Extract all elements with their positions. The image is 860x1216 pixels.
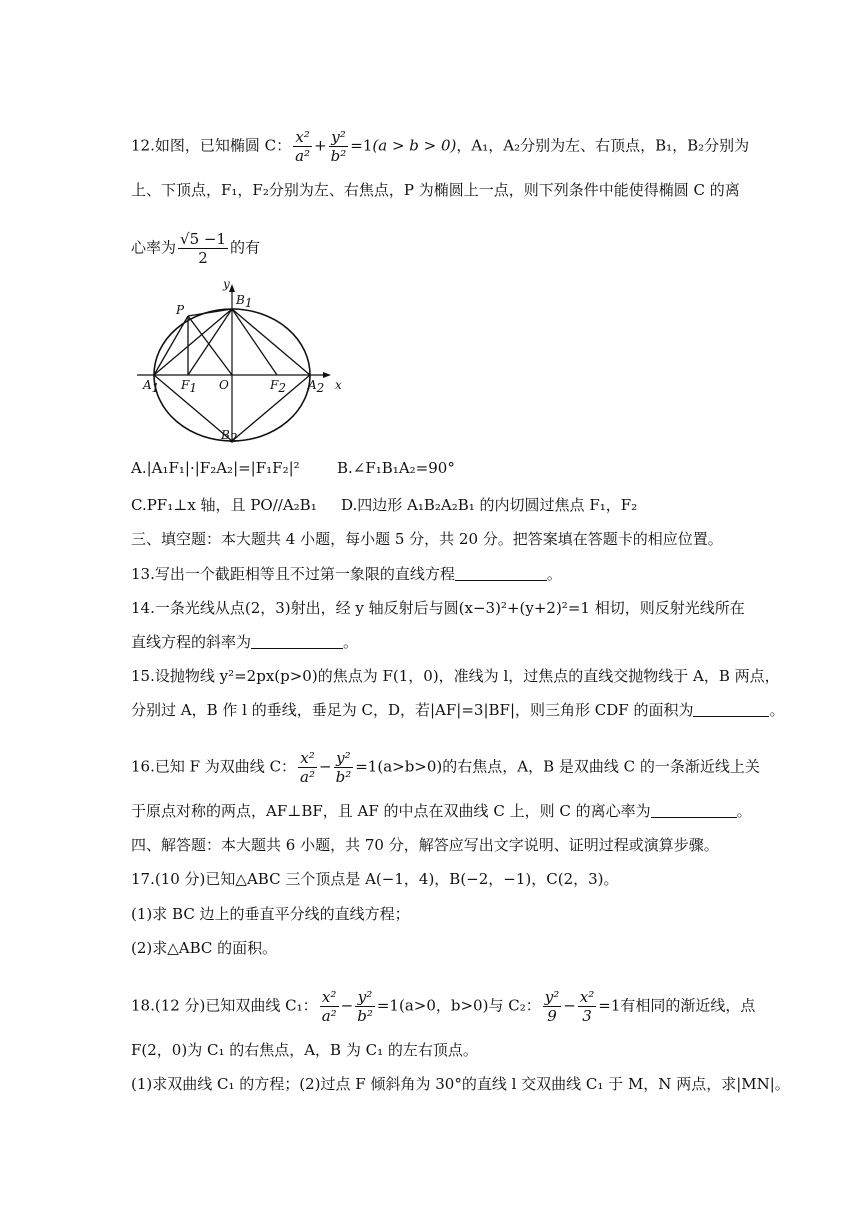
q13-answer-blank[interactable] bbox=[455, 566, 547, 581]
q16-line2-text: 于原点对称的两点，AF⊥BF，且 AF 的中点在双曲线 C 上，则 C 的离心率为 bbox=[131, 802, 651, 820]
hyperbola-x-term: $\frac{\text{x²}}{\text{a²}}$ bbox=[300, 749, 316, 786]
label-y: y bbox=[223, 277, 230, 291]
q12-line3-pre: 心率为 bbox=[131, 238, 177, 257]
q12-intro: 12.如图，已知椭圆 C： bbox=[131, 136, 292, 155]
q12-line3-post: 的有 bbox=[230, 238, 261, 257]
q15-line2-text: 分别过 A，B 作 l 的垂线，垂足为 C，D，若|AF|=3|BF|，则三角形 CDF 的面积为 bbox=[131, 701, 694, 719]
y-axis-arrow bbox=[229, 284, 235, 292]
label-a2: A2 bbox=[308, 378, 325, 395]
q12-after-eq: ，A₁，A₂分别为左、右顶点，B₁，B₂分别为 bbox=[456, 136, 750, 155]
q16-line-1 bbox=[131, 749, 760, 786]
q13-text: 13.写出一个截距相等且不过第一象限的直线方程 bbox=[131, 565, 455, 583]
minus-sign: − bbox=[340, 996, 354, 1015]
label-b2: B2 bbox=[221, 428, 238, 445]
equals-one: =1 bbox=[376, 996, 399, 1015]
q18-intro: 18.(12 分)已知双曲线 C₁： bbox=[131, 996, 318, 1015]
ellipse-condition: (a > b > 0) bbox=[372, 136, 457, 155]
option-d: D.四边形 A₁B₂A₂B₁ 的内切圆过焦点 F₁，F₂ bbox=[341, 496, 638, 514]
label-f2: F2 bbox=[270, 378, 286, 395]
label-o: O bbox=[219, 378, 229, 392]
q14-line2-text: 直线方程的斜率为 bbox=[131, 633, 252, 651]
q18-mid: (a>0，b>0)与 C₂： bbox=[398, 996, 541, 1015]
c2-x-term: $\frac{\text{x²}}{3}$ bbox=[579, 988, 595, 1025]
segment-pa1 bbox=[154, 316, 188, 375]
section-3-heading: 三、填空题：本大题共 4 小题，每小题 5 分，共 20 分。把答案填在答题卡的相应位置。 bbox=[131, 530, 723, 548]
q14-line-1: 14.一条光线从点(2，3)射出，经 y 轴反射后与圆(x−3)²+(y+2)²=1 相切，则反射光线所在 bbox=[131, 599, 745, 617]
q18-line-1 bbox=[131, 988, 755, 1025]
q14-line-2 bbox=[131, 632, 358, 652]
q15-answer-blank[interactable] bbox=[693, 702, 769, 717]
q17-part-2: (2)求△ABC 的面积。 bbox=[131, 939, 278, 957]
c2-y-term: $\frac{\text{y²}}{9}$ bbox=[544, 988, 560, 1025]
q17-part-1: (1)求 BC 边上的垂直平分线的直线方程； bbox=[131, 905, 410, 923]
q18-after-eq: 有相同的渐近线，点 bbox=[620, 996, 756, 1015]
x-axis-arrow bbox=[323, 372, 331, 378]
q16-line-2 bbox=[131, 801, 752, 821]
section-4-heading: 四、解答题：本大题共 6 小题，共 70 分，解答应写出文字说明、证明过程或演算步骤。 bbox=[131, 836, 719, 854]
q12-line-3 bbox=[131, 230, 260, 267]
q16-after-eq: (a>b>0)的右焦点，A，B 是双曲线 C 的一条渐近线上关 bbox=[377, 757, 760, 776]
label-b1: B1 bbox=[236, 293, 253, 310]
option-a: A.|A₁F₁|·|F₂A₂|=|F₁F₂|² bbox=[131, 459, 300, 477]
q14-end: 。 bbox=[343, 633, 359, 651]
q18-line-3: (1)求双曲线 C₁ 的方程；(2)过点 F 倾斜角为 30°的直线 l 交双曲线 C₁ 于 M，N 两点，求|MN|。 bbox=[131, 1075, 790, 1093]
q16-intro: 16.已知 F 为双曲线 C： bbox=[131, 757, 297, 776]
q16-answer-blank[interactable] bbox=[651, 803, 737, 818]
q12-line-2: 上、下顶点，F₁，F₂分别为左、右焦点，P 为椭圆上一点，则下列条件中能使得椭圆 C 的离 bbox=[131, 181, 740, 199]
ellipse-x-term: $\frac{\text{x²}}{\text{a²}}$ bbox=[295, 128, 311, 165]
q15-line-2 bbox=[131, 700, 784, 720]
equals-one: =1 bbox=[598, 996, 621, 1015]
ellipse-y-term: $\frac{\text{y²}}{\text{b²}}$ bbox=[330, 128, 347, 165]
label-x: x bbox=[335, 378, 342, 392]
q16-end: 。 bbox=[736, 802, 752, 820]
q13 bbox=[131, 564, 562, 584]
q15-line-1: 15.设抛物线 y²=2px(p>0)的焦点为 F(1，0)，准线为 l，过焦点的直线交抛物线于 A，B 两点， bbox=[131, 667, 780, 685]
equals-one: =1 bbox=[350, 136, 373, 155]
q14-answer-blank[interactable] bbox=[251, 634, 343, 649]
equals-one: =1 bbox=[355, 757, 378, 776]
option-b: B.∠F₁B₁A₂=90° bbox=[337, 459, 455, 477]
q15-end: 。 bbox=[769, 701, 785, 719]
eccentricity-fraction: $\frac{√5 -1}{2}$ bbox=[180, 230, 226, 267]
ellipse-figure bbox=[131, 275, 346, 445]
c1-x-term: $\frac{\text{x²}}{\text{a²}}$ bbox=[321, 988, 337, 1025]
q17-stem: 17.(10 分)已知△ABC 三个顶点是 A(−1，4)，B(−2，−1)，C(2，3)。 bbox=[131, 870, 619, 888]
option-c: C.PF₁⊥x 轴，且 PO//A₂B₁ bbox=[131, 496, 317, 514]
plus-sign: + bbox=[314, 136, 327, 155]
c1-y-term: $\frac{\text{y²}}{\text{b²}}$ bbox=[357, 988, 373, 1025]
q18-line-2: F(2，0)为 C₁ 的右焦点，A，B 为 C₁ 的左右顶点。 bbox=[131, 1041, 478, 1059]
label-a1: A1 bbox=[143, 378, 160, 395]
q12-line-1 bbox=[131, 128, 749, 165]
q13-end: 。 bbox=[546, 565, 562, 583]
minus-sign: − bbox=[319, 757, 332, 776]
hyperbola-y-term: $\frac{\text{y²}}{\text{b²}}$ bbox=[335, 749, 352, 786]
label-p: P bbox=[176, 303, 185, 317]
minus-sign: − bbox=[563, 996, 576, 1015]
label-f1: F1 bbox=[181, 378, 197, 395]
